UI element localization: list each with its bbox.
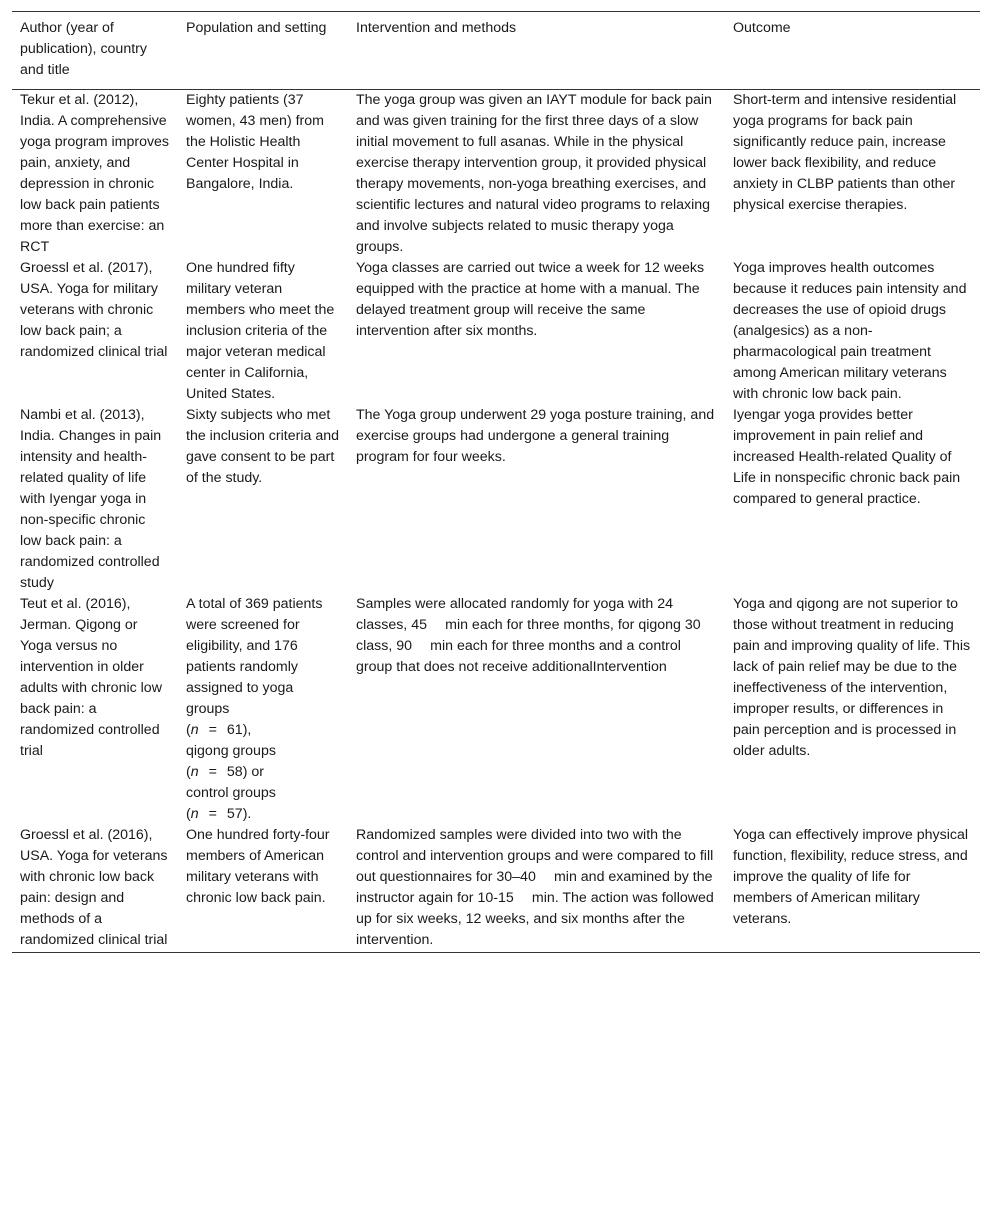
cell-intervention: [348, 594, 725, 825]
cell-population: Sixty subjects who met the inclusion criteria and gave consent to be part of the study.: [186, 407, 339, 486]
cell-outcome: Iyengar yoga provides better improvement in pain relief and increased Health-related Quality of Life in nonspecific chronic back pain compared to general practice.: [733, 407, 961, 507]
n-symbol: n: [190, 722, 199, 738]
studies-table-container: [12, 11, 980, 953]
cell-population: One hundred forty-four members of American military veterans with chronic low back pain.: [178, 825, 348, 953]
intervention-part: min each for three months and a control group that does not receive additionalIntervention: [356, 638, 681, 675]
table-row: [12, 594, 980, 825]
intervention-part: min each for three months, for qigong 30 class, 90: [356, 617, 701, 654]
table-row: [12, 825, 980, 953]
cell-outcome: Yoga and qigong are not superior to those without treatment in reducing pain and improving quality of life. This lack of pain relief may be due to the ineffectiveness of the intervention, improper results, or differences in pain perception and is processed in older adults.: [733, 596, 971, 759]
equals-symbol: =: [208, 806, 217, 822]
header-author: Author (year of publication), country and title: [12, 12, 178, 90]
n-control-value: 57: [226, 806, 243, 822]
cell-outcome: Yoga can effectively improve physical function, flexibility, reduce stress, and improve the quality of life for members of American military veterans.: [725, 825, 980, 953]
n-yoga-value: 61: [226, 722, 243, 738]
cell-intervention: The Yoga group underwent 29 yoga posture training, and exercise groups had undergone a general training program for four weeks.: [356, 407, 715, 465]
header-outcome: Outcome: [725, 12, 980, 90]
population-qigong-label: qigong groups: [186, 743, 276, 759]
intervention-part: Randomized samples were divided into two with the control and intervention groups and were compared to fill out questionnaires for 30–40: [356, 827, 714, 885]
header-row: [12, 12, 980, 90]
cell-population: A total of 369 patients were screened for eligibility, and 176 patients randomly assigned to yoga groups (n = 61), qigong groups (n = 58) or control groups (n = 57).: [178, 594, 348, 825]
cell-author: Teut et al. (2016), Jerman. Qigong or Yoga versus no intervention in older adults with chronic low back pain: a randomized controlled trial: [20, 596, 162, 759]
cell-author: Groessl et al. (2017), USA. Yoga for military veterans with chronic low back pain; a randomized clinical trial: [20, 260, 168, 360]
header-population: Population and setting: [178, 12, 348, 90]
table-row: [12, 258, 980, 405]
intervention-part: Samples were allocated randomly for yoga with 24 classes, 45: [356, 596, 674, 633]
equals-symbol: =: [208, 722, 217, 738]
table-row: [12, 405, 980, 594]
table-body: [12, 90, 980, 953]
cell-author: Nambi et al. (2013), India. Changes in pain intensity and health-related quality of life with Iyengar yoga in non-specific chronic low back pain: a randomized controlled study: [20, 407, 162, 591]
intervention-part: min and examined by the instructor again for 10-15: [356, 869, 713, 906]
cell-intervention: [348, 825, 725, 953]
cell-population: Eighty patients (37 women, 43 men) from the Holistic Health Center Hospital in Bangalore, India.: [186, 92, 324, 192]
cell-author: Tekur et al. (2012), India. A comprehensive yoga program improves pain, anxiety, and depression in chronic low back pain patients more than exercise: an RCT: [20, 92, 170, 255]
n-symbol: n: [190, 764, 199, 780]
table-header: [12, 12, 980, 90]
equals-symbol: =: [208, 764, 217, 780]
cell-population: One hundred fifty military veteran members who meet the inclusion criteria of the major veteran medical center in California, United States.: [186, 260, 335, 402]
table-row: [12, 90, 980, 259]
population-control-label: control groups: [186, 785, 276, 801]
n-qigong-value: 58: [226, 764, 243, 780]
cell-outcome: Yoga improves health outcomes because it reduces pain intensity and decreases the use of opioid drugs (analgesics) as a non-pharmacological pain treatment among American military veterans with chronic low back pain.: [733, 260, 967, 402]
cell-intervention: The yoga group was given an IAYT module for back pain and was given training for the first three days of a slow initial movement to full asanas. While in the physical exercise therapy intervention group, it provided physical therapy movements, non-yoga breathing exercises, and scientific lectures and natural video programs to relaxing and involve subjects related to music therapy yoga groups.: [356, 92, 712, 255]
header-intervention: Intervention and methods: [348, 12, 725, 90]
population-intro: A total of 369 patients were screened for eligibility, and 176 patients randomly assigned to yoga groups: [186, 596, 323, 717]
studies-table: [12, 11, 980, 953]
cell-intervention: Yoga classes are carried out twice a week for 12 weeks equipped with the practice at home with a manual. The delayed treatment group will receive the same intervention after six months.: [356, 260, 705, 339]
intervention-part: min. The action was followed up for six weeks, 12 weeks, and six months after the intervention.: [356, 890, 714, 948]
cell-outcome: Short-term and intensive residential yoga programs for back pain significantly reduce pain, increase lower back flexibility, and reduce anxiety in CLBP patients than other physical exercise therapies.: [733, 92, 957, 213]
cell-author: Groessl et al. (2016), USA. Yoga for veterans with chronic low back pain: design and methods of a randomized clinical trial: [12, 825, 178, 953]
n-symbol: n: [190, 806, 199, 822]
